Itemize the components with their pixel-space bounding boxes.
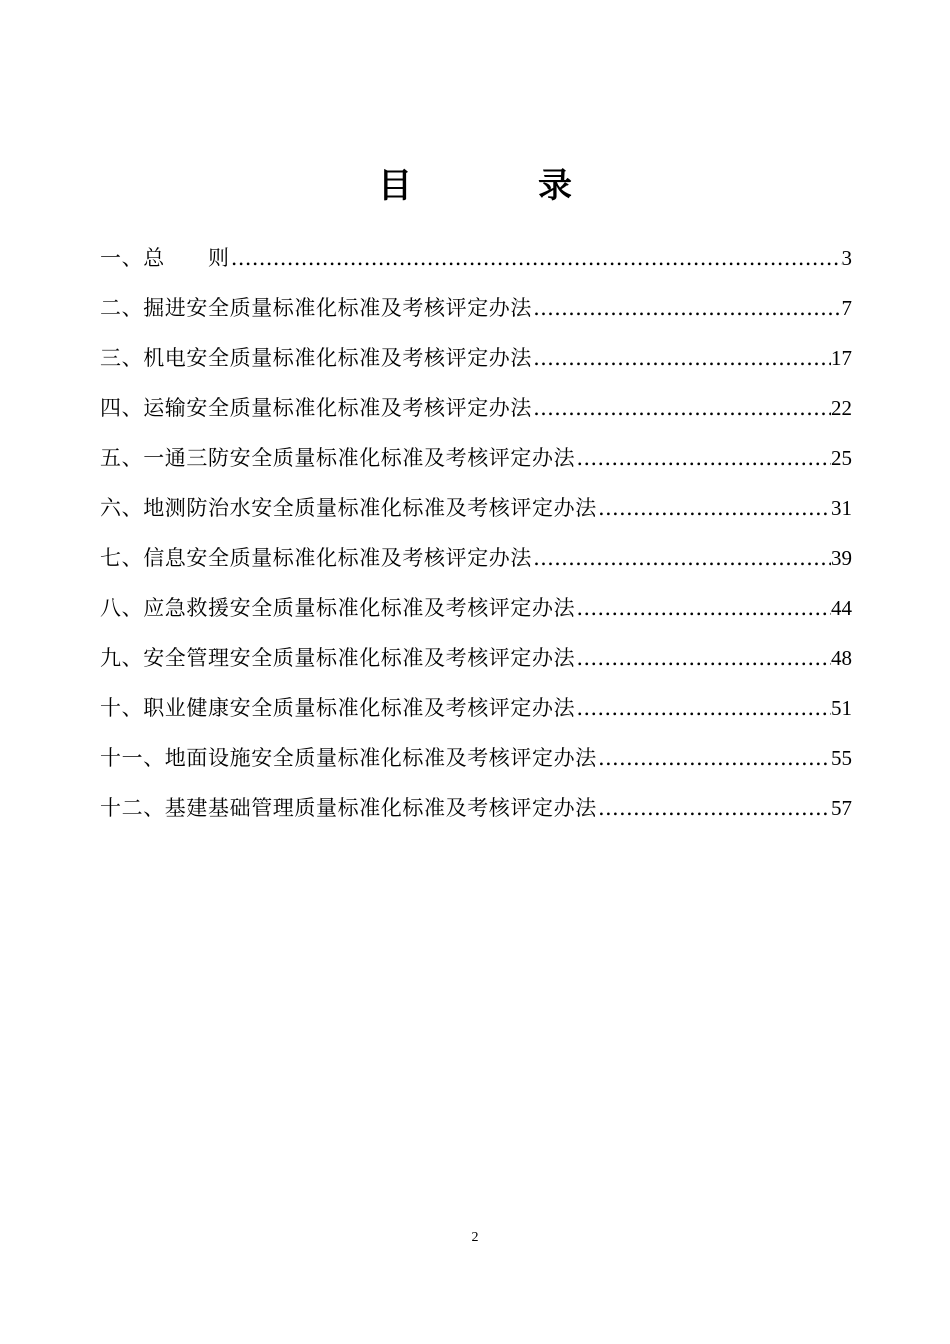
- toc-entry-label: 十、职业健康安全质量标准化标准及考核评定办法: [100, 696, 576, 720]
- footer-page-number: 2: [471, 1230, 479, 1245]
- toc-entry-label: 一、总 则: [100, 246, 230, 270]
- toc-dot-leader: [575, 586, 831, 630]
- toc-entry[interactable]: [100, 386, 852, 436]
- toc-entry[interactable]: [100, 686, 852, 736]
- toc-entry-label: 九、安全管理安全质量标准化标准及考核评定办法: [100, 646, 576, 670]
- toc-entry-label: 八、应急救援安全质量标准化标准及考核评定办法: [100, 596, 576, 620]
- toc-dot-leader: [532, 336, 831, 380]
- toc-entry-page: 3: [841, 246, 852, 270]
- toc-entry-label: 七、信息安全质量标准化标准及考核评定办法: [100, 546, 532, 570]
- toc-dot-leader: [597, 486, 831, 530]
- toc-dot-leader: [575, 686, 831, 730]
- toc-entry-label: 十一、地面设施安全质量标准化标准及考核评定办法: [100, 746, 597, 770]
- toc-dot-leader: [532, 536, 831, 580]
- toc-dot-leader: [575, 436, 831, 480]
- toc-entry[interactable]: [100, 436, 852, 486]
- toc-entry-label: 四、运输安全质量标准化标准及考核评定办法: [100, 396, 532, 420]
- toc-entry[interactable]: [100, 636, 852, 686]
- toc-entry[interactable]: [100, 286, 852, 336]
- toc-dot-leader: [575, 636, 831, 680]
- toc-entry-page: 7: [841, 296, 852, 320]
- toc-entry[interactable]: [100, 786, 852, 836]
- toc-entry-page: 39: [831, 546, 852, 570]
- toc-dot-leader: [532, 286, 842, 330]
- toc-entry-page: 25: [831, 446, 852, 470]
- toc-entry-label: 十二、基建基础管理质量标准化标准及考核评定办法: [100, 796, 597, 820]
- toc-entry-page: 31: [831, 496, 852, 520]
- toc-entry-page: 55: [831, 746, 852, 770]
- toc-entry[interactable]: [100, 336, 852, 386]
- toc-entry-page: 17: [831, 346, 852, 370]
- toc-entry-label: 六、地测防治水安全质量标准化标准及考核评定办法: [100, 496, 597, 520]
- toc-entry-page: 22: [831, 396, 852, 420]
- toc-entry-label: 三、机电安全质量标准化标准及考核评定办法: [100, 346, 532, 370]
- toc-dot-leader: [532, 386, 831, 430]
- toc-entry-page: 57: [831, 796, 852, 820]
- table-of-contents: [100, 236, 852, 836]
- toc-dot-leader: [230, 236, 842, 280]
- toc-entry-page: 44: [831, 596, 852, 620]
- toc-entry[interactable]: [100, 586, 852, 636]
- toc-dot-leader: [597, 786, 831, 830]
- toc-entry[interactable]: [100, 486, 852, 536]
- toc-entry-page: 51: [831, 696, 852, 720]
- toc-entry-label: 五、一通三防安全质量标准化标准及考核评定办法: [100, 446, 576, 470]
- toc-entry-label: 二、掘进安全质量标准化标准及考核评定办法: [100, 296, 532, 320]
- toc-dot-leader: [597, 736, 831, 780]
- toc-entry[interactable]: [100, 236, 852, 286]
- toc-entry-page: 48: [831, 646, 852, 670]
- page-title: 目 录: [378, 166, 618, 206]
- toc-entry[interactable]: [100, 736, 852, 786]
- toc-entry[interactable]: [100, 536, 852, 586]
